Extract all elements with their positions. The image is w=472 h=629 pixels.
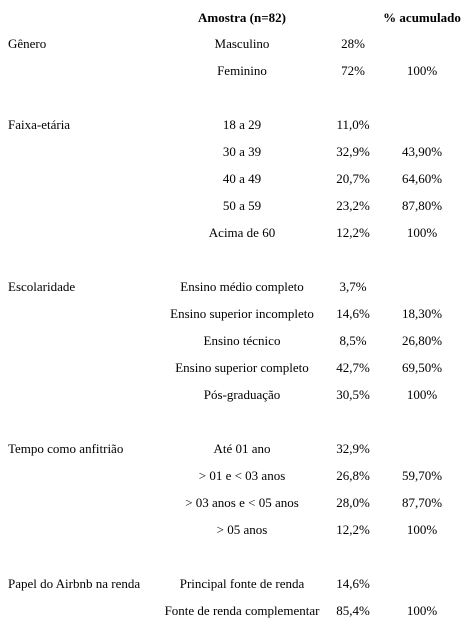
variable-cell: Papel do Airbnb na renda bbox=[8, 576, 141, 591]
category-cell: 30 a 39 bbox=[222, 144, 262, 159]
category-cell: 40 a 49 bbox=[222, 171, 262, 186]
category-cell: Pós-graduação bbox=[203, 387, 281, 402]
table-row bbox=[0, 570, 472, 597]
spacer-row bbox=[0, 408, 472, 435]
percent-cell: 28% bbox=[341, 36, 365, 51]
percent-cell: 32,9% bbox=[336, 144, 370, 159]
cumulative-cell: 100% bbox=[406, 387, 438, 402]
percent-cell: 8,5% bbox=[339, 333, 367, 348]
category-cell: Masculino bbox=[214, 36, 270, 51]
table-row bbox=[0, 381, 472, 408]
cumulative-cell: 100% bbox=[406, 522, 438, 537]
cumulative-cell: 18,30% bbox=[401, 306, 443, 321]
cumulative-cell: 69,50% bbox=[401, 360, 443, 375]
cumulative-cell: 100% bbox=[406, 63, 438, 78]
table-body bbox=[0, 30, 472, 624]
percent-cell: 3,7% bbox=[339, 279, 367, 294]
percent-cell: 23,2% bbox=[336, 198, 370, 213]
category-cell: Ensino superior completo bbox=[175, 360, 309, 375]
table-row bbox=[0, 111, 472, 138]
cumulative-cell: 26,80% bbox=[401, 333, 443, 348]
table-row bbox=[0, 462, 472, 489]
variable-cell: Gênero bbox=[8, 36, 47, 51]
table-row bbox=[0, 138, 472, 165]
cumulative-cell: 100% bbox=[406, 603, 438, 618]
percent-cell: 32,9% bbox=[336, 441, 370, 456]
percent-cell: 14,6% bbox=[336, 576, 370, 591]
category-cell: Feminino bbox=[217, 63, 267, 78]
sample-header: Amostra (n=82) bbox=[198, 10, 286, 25]
percent-cell: 11,0% bbox=[336, 117, 370, 132]
category-cell: > 05 anos bbox=[216, 522, 268, 537]
category-cell: 18 a 29 bbox=[222, 117, 262, 132]
category-cell: Até 01 ano bbox=[213, 441, 271, 456]
category-cell: Acima de 60 bbox=[208, 225, 276, 240]
table-row bbox=[0, 192, 472, 219]
spacer-row bbox=[0, 246, 472, 273]
category-cell: > 01 e < 03 anos bbox=[198, 468, 286, 483]
cumulative-cell: 87,70% bbox=[401, 495, 443, 510]
table-row bbox=[0, 597, 472, 624]
table-row bbox=[0, 300, 472, 327]
category-cell: 50 a 59 bbox=[222, 198, 262, 213]
table-row bbox=[0, 165, 472, 192]
category-cell: > 03 anos e < 05 anos bbox=[185, 495, 299, 510]
cumulative-header: % acumulado bbox=[383, 10, 461, 25]
table-row bbox=[0, 516, 472, 543]
table-row bbox=[0, 327, 472, 354]
table-header bbox=[0, 0, 472, 30]
percent-cell: 14,6% bbox=[336, 306, 370, 321]
percent-cell: 26,8% bbox=[336, 468, 370, 483]
category-cell: Ensino médio completo bbox=[180, 279, 304, 294]
table-row bbox=[0, 435, 472, 462]
percent-cell: 72% bbox=[341, 63, 365, 78]
variable-cell: Escolaridade bbox=[8, 279, 76, 294]
table-row bbox=[0, 219, 472, 246]
category-cell: Ensino superior incompleto bbox=[170, 306, 314, 321]
percent-cell: 12,2% bbox=[336, 522, 370, 537]
table-row bbox=[0, 489, 472, 516]
percent-cell: 28,0% bbox=[336, 495, 370, 510]
cumulative-cell: 43,90% bbox=[401, 144, 443, 159]
category-cell: Fonte de renda complementar bbox=[164, 603, 320, 618]
percent-cell: 12,2% bbox=[336, 225, 370, 240]
cumulative-cell: 59,70% bbox=[401, 468, 443, 483]
spacer-row bbox=[0, 84, 472, 111]
cumulative-cell: 100% bbox=[406, 225, 438, 240]
variable-cell: Tempo como anfitrião bbox=[8, 441, 124, 456]
cumulative-cell: 64,60% bbox=[401, 171, 443, 186]
table-row bbox=[0, 273, 472, 300]
cumulative-cell: 87,80% bbox=[401, 198, 443, 213]
spacer-row bbox=[0, 543, 472, 570]
category-cell: Ensino técnico bbox=[203, 333, 281, 348]
table-row bbox=[0, 354, 472, 381]
percent-cell: 42,7% bbox=[336, 360, 370, 375]
percent-cell: 85,4% bbox=[336, 603, 370, 618]
variable-cell: Faixa-etária bbox=[8, 117, 71, 132]
category-cell: Principal fonte de renda bbox=[179, 576, 305, 591]
percent-cell: 30,5% bbox=[336, 387, 370, 402]
table-row bbox=[0, 57, 472, 84]
table-row bbox=[0, 30, 472, 57]
percent-cell: 20,7% bbox=[336, 171, 370, 186]
